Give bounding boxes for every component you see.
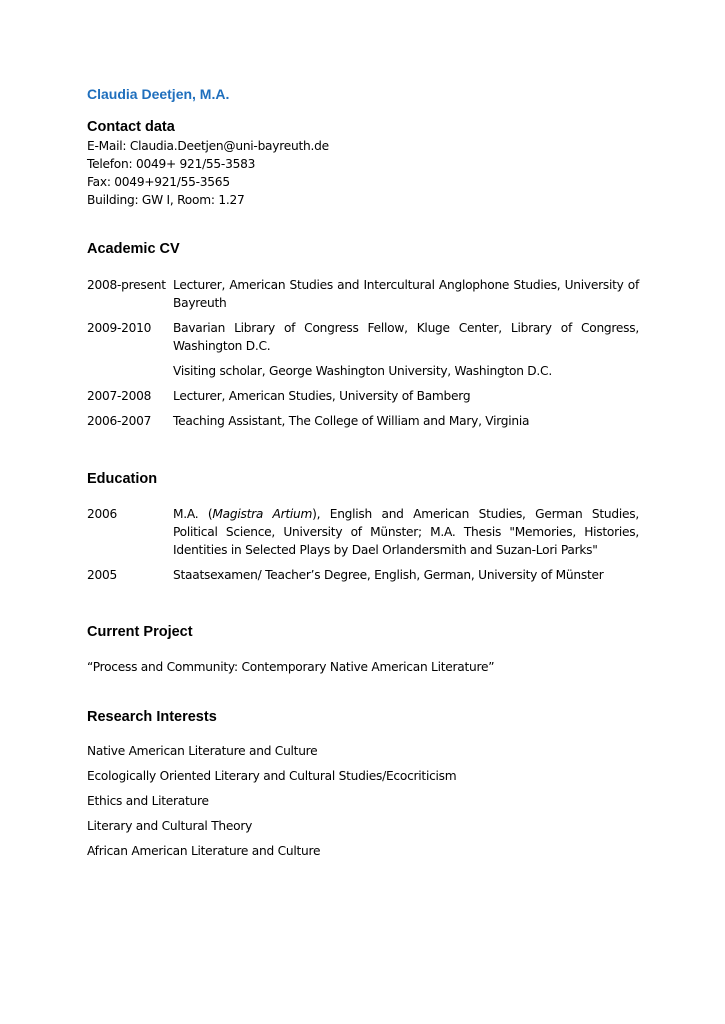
cv-entry [87, 276, 639, 312]
current-project-heading: Current Project [87, 624, 193, 640]
cv-entry-text: Visiting scholar, George Washington University, Washington D.C. [173, 364, 552, 378]
cv-entry-year: 2009-2010 [87, 321, 152, 335]
education-heading: Education [87, 471, 158, 487]
cv-entry-text: Teaching Assistant, The College of William and Mary, Virginia [173, 414, 530, 428]
degree-title-italic: Magistra Artium [212, 507, 313, 521]
cv-entry [87, 387, 639, 405]
education-entry-text: Staatsexamen/ Teacher’s Degree, English, German, University of Münster [173, 568, 604, 582]
contact-building: Building: GW I, Room: 1.27 [87, 193, 245, 207]
contact-heading: Contact data [87, 119, 175, 135]
contact-block [87, 137, 639, 209]
list-item: Ethics and Literature [87, 794, 209, 808]
research-interests-list [87, 742, 456, 867]
education-entry [87, 566, 639, 584]
contact-email: E-Mail: Claudia.Deetjen@uni-bayreuth.de [87, 139, 329, 153]
list-item: Native American Literature and Culture [87, 744, 318, 758]
education-entry-year: 2005 [87, 568, 118, 582]
academic-cv-heading: Academic CV [87, 241, 180, 257]
contact-phone: Telefon: 0049+ 921/55-3583 [87, 157, 256, 171]
person-name: Claudia Deetjen, M.A. [87, 86, 230, 102]
cv-entry [87, 319, 639, 355]
education-entry-text: M.A. (Magistra Artium), English and American Studies, German Studies, Political Science, University of Münster; M.A. Thesis "Memories, Histories, Identities in Selected Plays by Dael Orlandersmith and Suzan-Lori Parks" [173, 507, 639, 557]
list-item: African American Literature and Culture [87, 844, 321, 858]
research-interests-heading: Research Interests [87, 709, 217, 725]
cv-entry-text: Bavarian Library of Congress Fellow, Kluge Center, Library of Congress, Washington D.C. [173, 321, 639, 353]
cv-entry-year: 2008-present [87, 278, 166, 292]
cv-entry [87, 412, 639, 430]
cv-entry-year: 2006-2007 [87, 414, 152, 428]
list-item: Literary and Cultural Theory [87, 819, 253, 833]
list-item: Ecologically Oriented Literary and Cultural Studies/Ecocriticism [87, 769, 457, 783]
cv-entry [87, 362, 639, 380]
cv-entry-year: 2007-2008 [87, 389, 152, 403]
cv-entry-year [87, 362, 173, 380]
contact-fax: Fax: 0049+921/55-3565 [87, 175, 230, 189]
education-entry [87, 505, 639, 559]
current-project-text: “Process and Community: Contemporary Native American Literature” [87, 660, 495, 674]
education-entry-year: 2006 [87, 507, 118, 521]
cv-entry-text: Lecturer, American Studies, University of Bamberg [173, 389, 471, 403]
cv-entry-text: Lecturer, American Studies and Intercultural Anglophone Studies, University of Bayreuth [173, 278, 639, 310]
